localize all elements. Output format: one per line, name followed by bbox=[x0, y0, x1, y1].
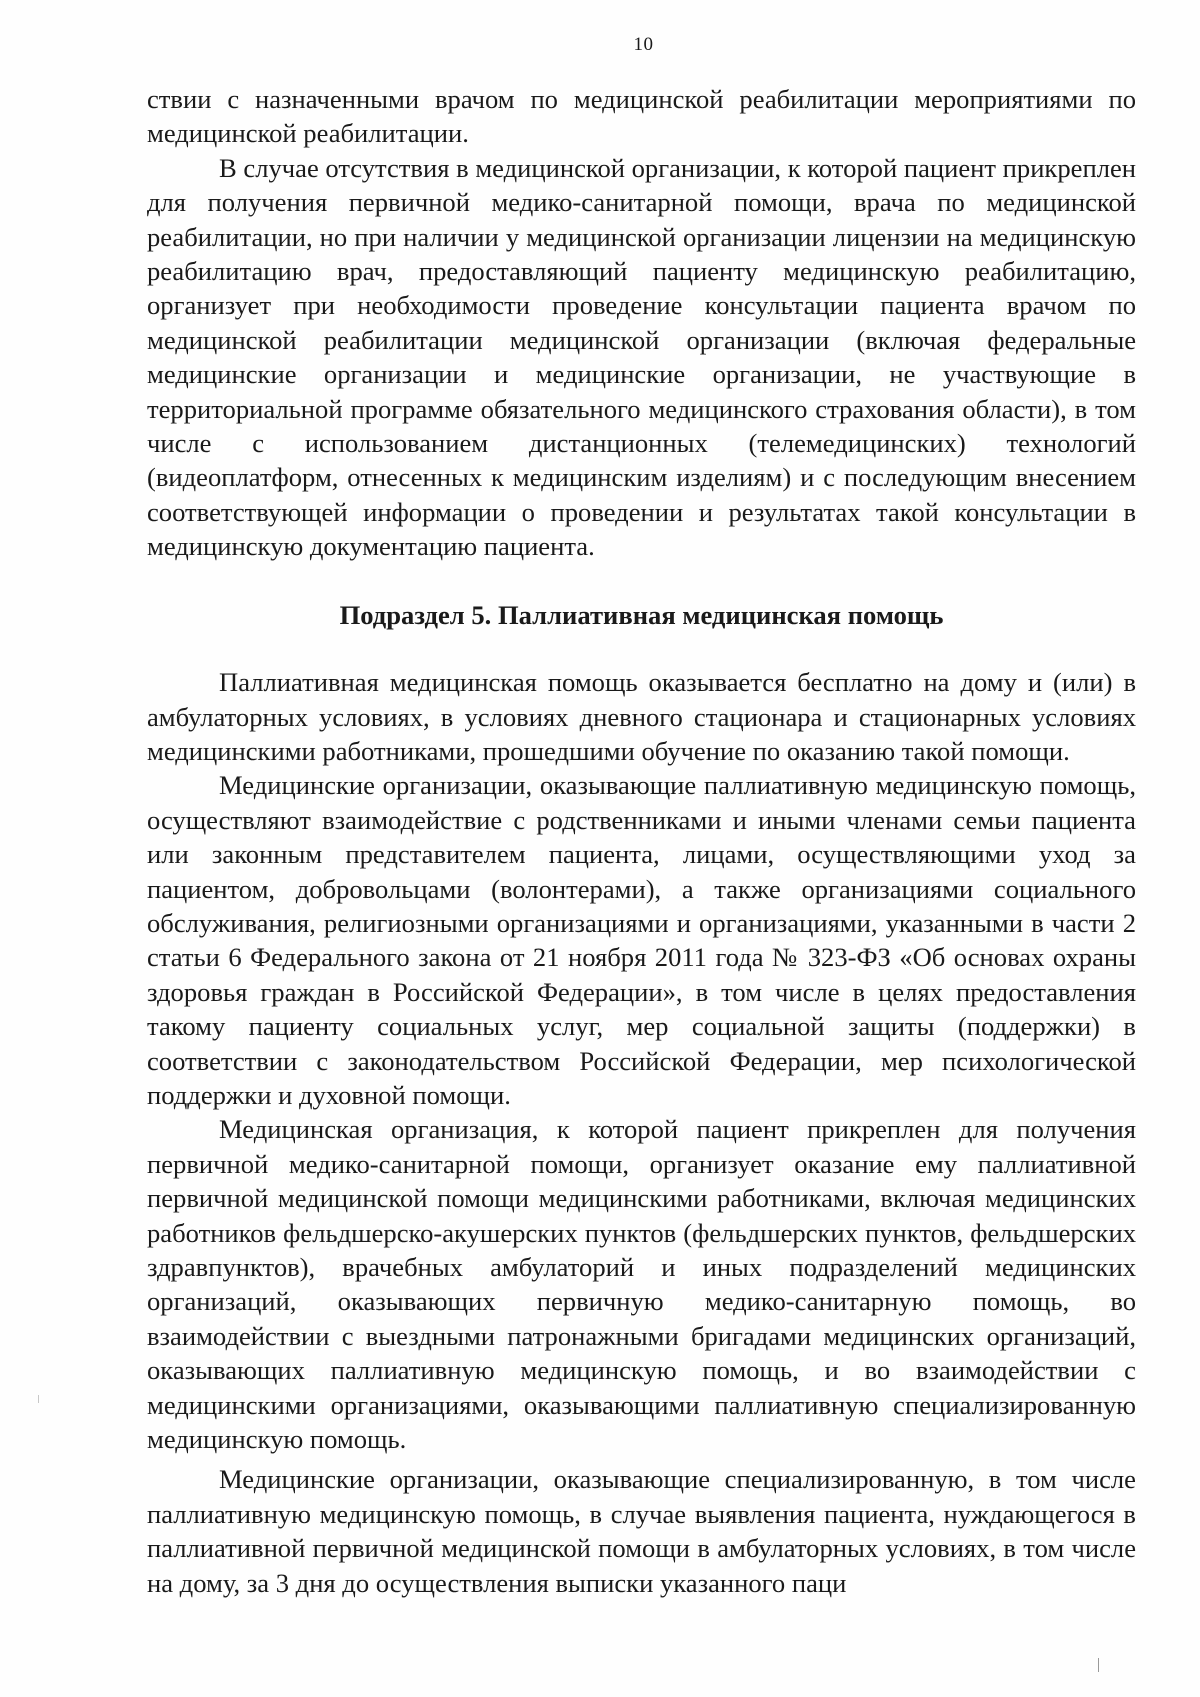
paragraph-specialized-care: Медицинские организации, оказывающие специализированную, в том числе паллиативную медицинскую помощь, в случае выявления пациента, нуждающегося в паллиативной первичной медицинской помощи в амбулаторных условиях, в том числе на дому, за 3 дня до осуществления выписки указанного паци bbox=[147, 1464, 1136, 1598]
paragraph-rehabilitation-consultation: В случае отсутствия в медицинской организации, к которой пациент прикреплен для получения первичной медико-санитарной помощи, врача по медицинской реабилитации, но при наличии у медицинской организации лицензии на медицинскую реабилитацию врач, предоставляющий пациенту медицинскую реабилитацию, организует при необходимости проведение консультации пациента врачом по медицинской реабилитации медицинской организации (включая федеральные медицинские организации и медицинские организации, не участвующие в территориальной программе обязательного медицинского страхования области), в том числе с использованием дистанционных (телемедицинских) технологий (видеоплатформ, отнесенных к медицинским изделиям) и с последующим внесением соответствующей информации о проведении и результатах такой консультации в медицинскую документацию пациента. bbox=[147, 152, 1136, 562]
scan-artifact bbox=[1098, 1658, 1099, 1672]
page-number: 10 bbox=[633, 34, 654, 55]
paragraph-continuation: ствии с назначенными врачом по медицинской реабилитации мероприятиями по медицинской реабилитации. bbox=[147, 84, 1136, 149]
section-heading: Подраздел 5. Паллиативная медицинская помощь bbox=[339, 599, 944, 630]
document-body bbox=[147, 82, 1136, 1600]
scan-artifact bbox=[38, 1395, 39, 1403]
paragraph-palliative-provision: Паллиативная медицинская помощь оказывается бесплатно на дому и (или) в амбулаторных условиях, в условиях дневного стационара и стационарных условиях медицинскими работниками, прошедшими обучение по оказанию такой помощи. bbox=[147, 667, 1136, 766]
paragraph-palliative-interaction: Медицинские организации, оказывающие паллиативную медицинскую помощь, осуществляют взаимодействие с родственниками и иными членами семьи пациента или законным представителем пациента, лицами, осуществляющими уход за пациентом, добровольцами (волонтерами), а также организациями социального обслуживания, религиозными организациями и организациями, указанными в части 2 статьи 6 Федерального закона от 21 ноября 2011 года № 323-ФЗ «Об основах охраны здоровья граждан в Российской Федерации», в том числе в целях предоставления такому пациенту социальных услуг, мер социальной защиты (поддержки) в соответствии с законодательством Российской Федерации, мер психологической поддержки и духовной помощи. bbox=[147, 770, 1136, 1110]
paragraph-primary-palliative-care: Медицинская организация, к которой пациент прикреплен для получения первичной медико-санитарной помощи, организует оказание ему паллиативной первичной медицинской помощи медицинскими работниками, включая медицинских работников фельдшерско-акушерских пунктов (фельдшерских пунктов, фельдшерских здравпунктов), врачебных амбулаторий и иных подразделений медицинских организаций, оказывающих первичную медико-санитарную помощь, во взаимодействии с выездными патронажными бригадами медицинских организаций, оказывающих паллиативную медицинскую помощь, и во взаимодействии с медицинскими организациями, оказывающими паллиативную специализированную медицинскую помощь. bbox=[147, 1114, 1136, 1455]
